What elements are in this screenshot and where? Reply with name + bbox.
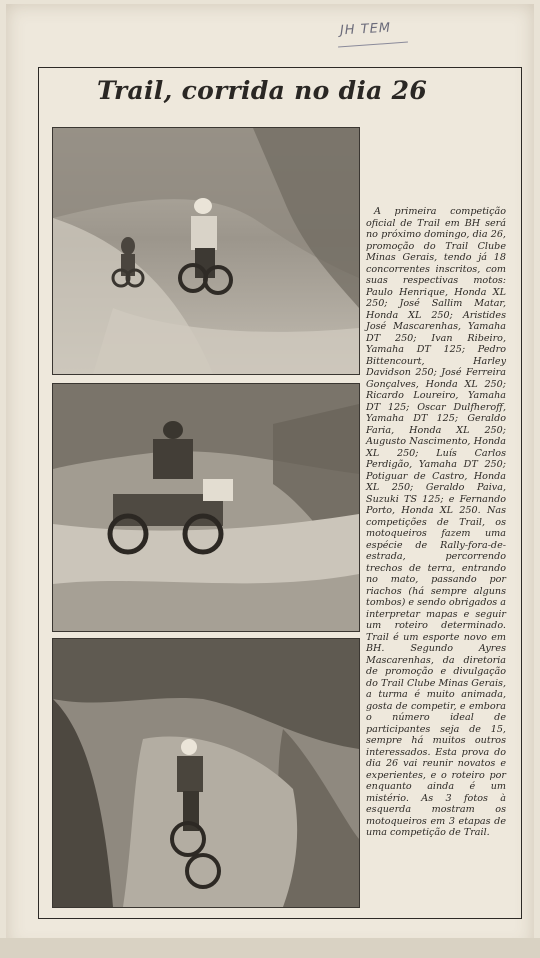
photo-rider-crossing-stream: [52, 383, 360, 632]
article-body: A primeira competição oficial de Trail em BH será no próximo domingo, dia 26, promoção do Trail Clube Minas Gerais, tendo já 18 concorrentes inscritos, com suas respectivas motos: Paulo Henrique, Honda XL 250; José Sallim Matar, Honda XL 250; Aristides José Mascarenhas, Yamaha DT 250; Ivan Ribeiro, Yamaha DT 125; Pedro Bittencourt, Harley Davidson 250; José Ferreira Gonçalves, Honda XL 250; Ricardo Loureiro, Yamaha DT 125; Oscar Dulfheroff, Yamaha DT 125; Geraldo Faria, Honda XL 250; Augusto Nascimento, Honda XL 250; Luís Carlos Perdigão, Yamaha DT 250; Potiguar de Castro, Honda XL 250; Geraldo Paiva, Suzuki TS 125; e Fernando Porto, Honda XL 250. Nas competições de Trail, os motoqueiros fazem uma espécie de Rally-fora-de-estrada, percorrendo trechos de terra, entrando no mato, passando por riachos (há sempre alguns tombos) e sendo obrigados a interpretar mapas e seguir um roteiro determinado. Trail é um esporte novo em BH. Segundo Ayres Mascarenhas, da diretoria de promoção e divulgação do Trail Clube Minas Gerais, a turma é muito animada, gosta de competir, e embora o número ideal de participantes seja de 15, sempre há muitos outros interessados. Esta prova do dia 26 vai reunir novatos e experientes, e o roteiro por enquanto ainda é um mistério. As 3 fotos à esquerda mostram os motoqueiros em 3 etapas de uma competição de Trail.: [366, 206, 506, 838]
article-headline: Trail, corrida no dia 26: [96, 76, 428, 105]
page-bottom-edge: [0, 938, 540, 958]
photo-rider-in-woods: [52, 638, 360, 908]
handwritten-note: JH TEM: [339, 20, 392, 39]
photo-riders-on-trail: [52, 127, 360, 375]
